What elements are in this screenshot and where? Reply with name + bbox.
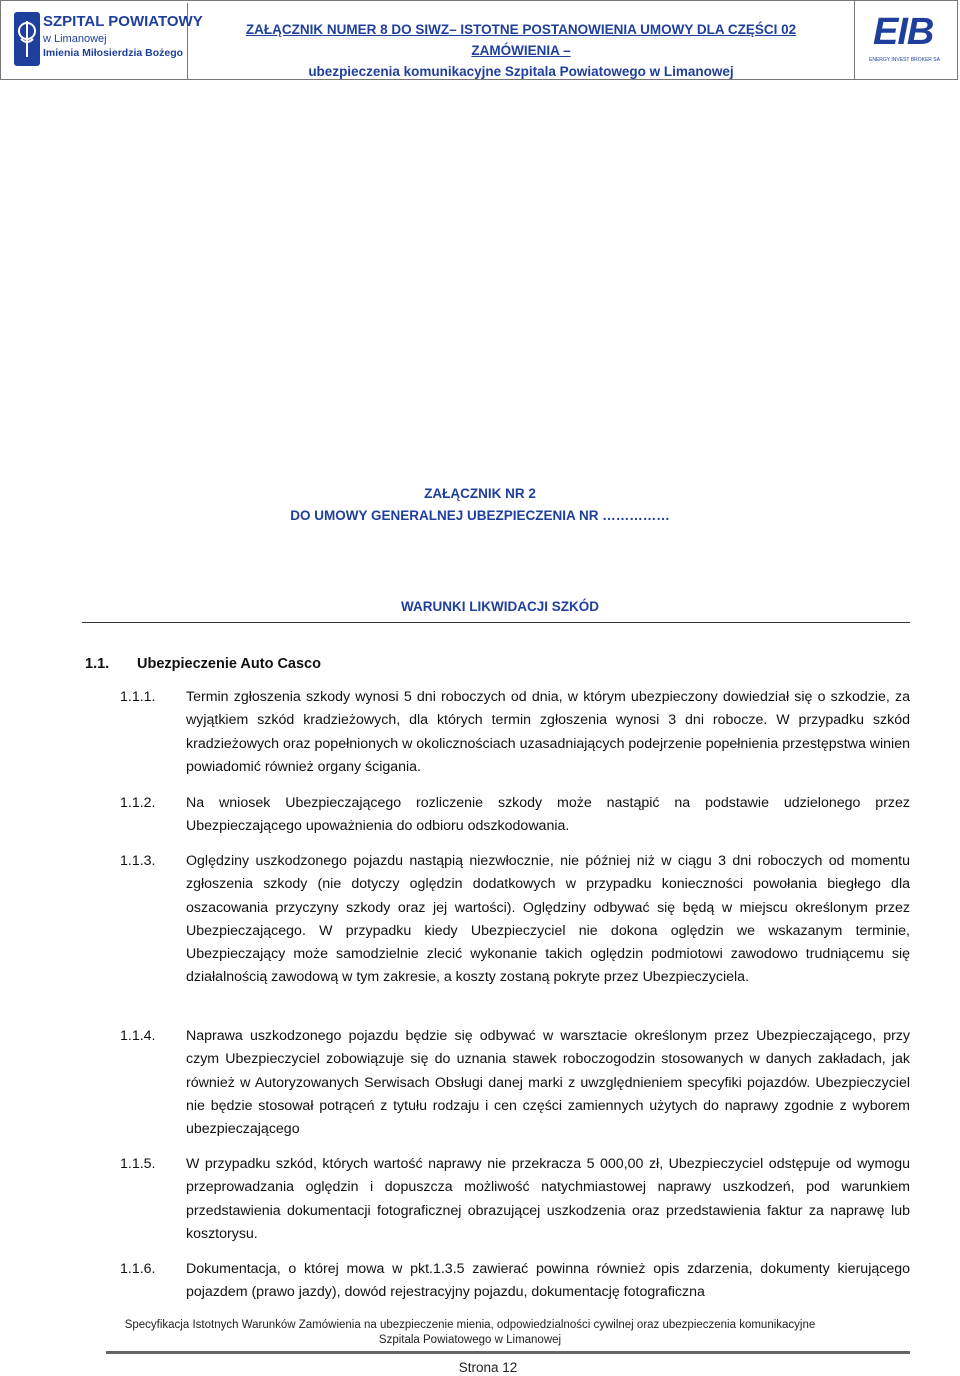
footer-divider <box>106 1351 910 1354</box>
list-item <box>120 850 910 990</box>
list-item <box>120 792 910 839</box>
document-title: ZAŁĄCZNIK NR 2 <box>424 486 536 501</box>
list-item <box>120 1258 910 1305</box>
broker-logo <box>854 1 957 79</box>
logo-patron: Imienia Miłosierdzia Bożego <box>43 47 184 59</box>
hospital-emblem-icon <box>13 11 41 67</box>
page-header <box>0 0 958 80</box>
item-number: 1.1.2. <box>120 795 156 811</box>
header-title-line2: ubezpieczenia komunikacyjne Szpitala Powiatowego w Limanowej <box>308 64 734 79</box>
item-text: Oględziny uszkodzonego pojazdu nastąpią niezwłocznie, nie później niż w ciągu 3 dni roboczych od momentu zgłoszenia szkody (nie dotyczy oględzin dodatkowych w przypadku konieczności powołania biegłego dla oszacowania przyczyny szkody oraz jej wartości). Oględziny odbywać się będą w miejscu określonym przez Ubezpieczającego. W przypadku kiedy Ubezpieczyciel nie dokona oględzin we wskazanym terminie, Ubezpieczający może samodzielnie zlecić wykonanie takich oględzin podmiotowi zawodowo trudniącemu się działalnością zawodową w tym zakresie, a koszty zostaną pokryte przez Ubezpieczyciela. <box>186 853 910 986</box>
heading-divider <box>82 622 910 623</box>
page-number: Strona 12 <box>458 1360 518 1375</box>
footer-line1: Specyfikacja Istotnych Warunków Zamówienia na ubezpieczenie mienia, odpowiedzialności cywilnej oraz ubezpieczenia komunikacyjne <box>124 1319 816 1331</box>
item-text: Na wniosek Ubezpieczającego rozliczenie szkody może nastąpić na podstawie udzielonego przez Ubezpieczającego upoważnienia do odbioru odszkodowania. <box>186 795 910 835</box>
list-item <box>120 1025 910 1141</box>
list-item <box>120 686 910 779</box>
section-title: Ubezpieczenie Auto Casco <box>137 656 321 672</box>
logo-city: w Limanowej <box>43 33 107 45</box>
footer-line2: Szpitala Powiatowego w Limanowej <box>378 1334 562 1346</box>
item-text: Naprawa uszkodzonego pojazdu będzie się odbywać w warsztacie określonym przez Ubezpieczającego, przy czym Ubezpieczyciel zobowiązuje się do uznania stawek roboczogodzin stosowanych w danych zakładach, jak również w Autoryzowanych Serwisach Obsługi danej marki z uwzględnieniem specyfiki pojazdów. Ubezpieczyciel nie będzie stosował potrąceń z tytułu rodzaju i cen części zamiennych użytych do naprawy zgodnie z wyborem ubezpieczającego <box>186 1028 910 1138</box>
item-number: 1.1.5. <box>120 1156 156 1172</box>
section-number: 1.1. <box>85 656 110 672</box>
item-text: Termin zgłoszenia szkody wynosi 5 dni roboczych od dnia, w którym ubezpieczony dowiedział się o szkodzie, za wyjątkiem szkód kradzieżowych, dla których termin zgłoszenia wynosi 3 dni robocze. W przypadku szkód kradzieżowych oraz popełnionych w okolicznościach uzasadniających podejrzenie popełnienia przestępstwa winien powiadomić również organy ścigania. <box>186 689 910 775</box>
document-subtitle: DO UMOWY GENERALNEJ UBEZPIECZENIA NR …………… <box>290 508 670 523</box>
header-title-line1: ZAŁĄCZNIK NUMER 8 DO SIWZ– ISTOTNE POSTANOWIENIA UMOWY DLA CZĘŚCI 02 ZAMÓWIENIA – <box>245 22 797 58</box>
list-item <box>120 1153 910 1246</box>
item-number: 1.1.3. <box>120 853 156 869</box>
item-number: 1.1.4. <box>120 1028 156 1044</box>
broker-logo-text: EIB <box>873 11 934 53</box>
item-number: 1.1.6. <box>120 1261 156 1277</box>
header-title <box>201 19 841 82</box>
logo-name: SZPITAL POWIATOWY <box>43 13 203 30</box>
item-text: W przypadku szkód, których wartość naprawy nie przekracza 5 000,00 zł, Ubezpieczyciel odstępuje od wymogu przeprowadzania oględzin i dopuszcza możliwość natychmiastowej naprawy uszkodzeń, pod warunkiem przedstawienia dokumentacji fotograficznej obrazującej uszkodzenia oraz przedstawienia faktur za naprawę lub kosztorysu. <box>186 1156 910 1242</box>
item-number: 1.1.1. <box>120 689 156 705</box>
broker-logo-subtitle: ENERGY INVEST BROKER SA <box>869 57 940 63</box>
item-text: Dokumentacja, o której mowa w pkt.1.3.5 zawierać powinna również opis zdarzenia, dokumenty kierującego pojazdem (prawo jazdy), dowód rejestracyjny pojazdu, dokumentację fotograficzna <box>186 1261 910 1301</box>
section-heading: WARUNKI LIKWIDACJI SZKÓD <box>401 599 599 614</box>
hospital-logo <box>3 3 203 79</box>
